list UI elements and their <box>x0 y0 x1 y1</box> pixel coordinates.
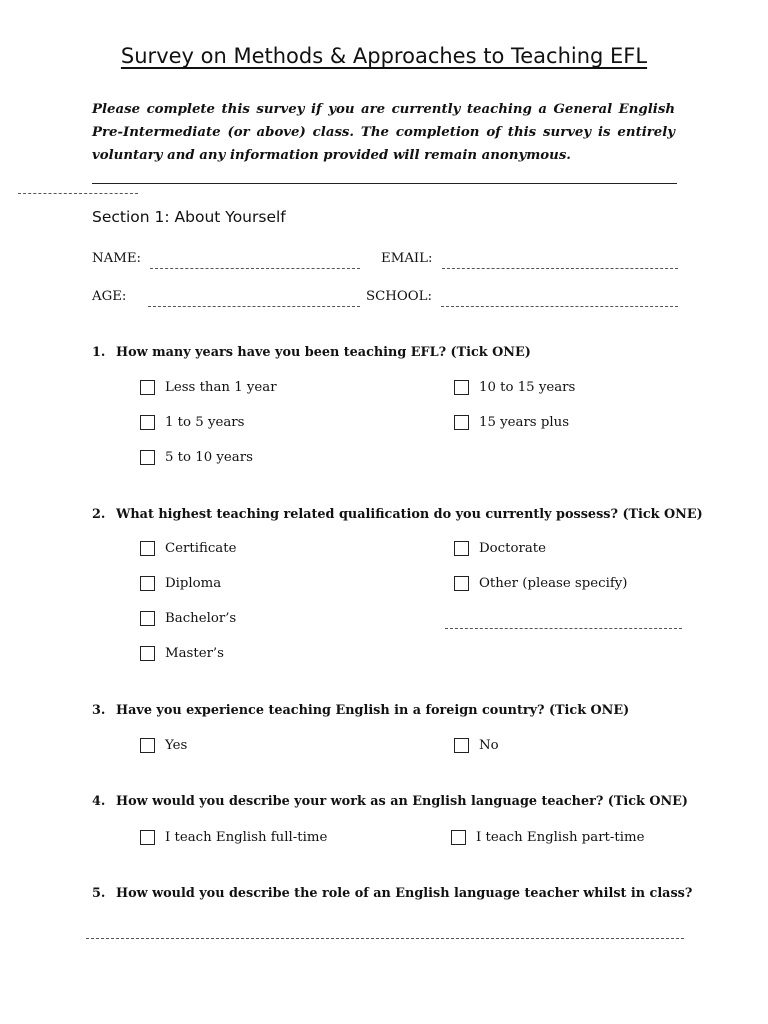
survey-title: Survey on Methods & Approaches to Teaching EFL <box>120 44 648 68</box>
option-5-to-10-years[interactable] <box>140 450 253 465</box>
question-number: 1. <box>92 345 106 360</box>
option-label: Diploma <box>165 576 222 591</box>
section-heading: Section 1: About Yourself <box>92 208 286 226</box>
email-label: EMAIL: <box>381 251 433 266</box>
option-label: 5 to 10 years <box>165 450 253 465</box>
option-label: Yes <box>165 738 188 753</box>
name-label: NAME: <box>92 251 142 266</box>
option-15-years-plus[interactable] <box>454 415 569 430</box>
question-text: Have you experience teaching English in a foreign country? (Tick ONE) <box>116 703 630 718</box>
option-label: 10 to 15 years <box>479 380 576 395</box>
checkbox[interactable] <box>140 450 155 465</box>
question-number: 3. <box>92 703 106 718</box>
question-1 <box>92 345 531 360</box>
option-label: I teach English part-time <box>476 830 645 845</box>
checkbox[interactable] <box>454 380 469 395</box>
question-text: What highest teaching related qualification do you currently possess? (Tick ONE) <box>116 507 703 522</box>
option-1-to-5-years[interactable] <box>140 415 244 430</box>
option-label: Master’s <box>165 646 224 661</box>
age-field[interactable] <box>148 306 360 307</box>
intro-text: Please complete this survey if you are currently teaching a General English Pre-Intermediate (or above) class. The completion of this survey is entirely voluntary and any information provided will remain anonymous. <box>92 102 675 163</box>
question-2 <box>92 507 703 522</box>
option-label: I teach English full-time <box>165 830 328 845</box>
option-label: Certificate <box>165 541 237 556</box>
school-label: SCHOOL: <box>366 289 432 304</box>
checkbox[interactable] <box>140 576 155 591</box>
option-label: No <box>479 738 499 753</box>
checkbox[interactable] <box>454 541 469 556</box>
margin-dash-line <box>18 193 138 194</box>
question-text: How many years have you been teaching EFL? (Tick ONE) <box>116 345 531 360</box>
option-label: Other (please specify) <box>479 576 628 591</box>
question-3 <box>92 703 629 718</box>
name-field[interactable] <box>150 268 360 269</box>
option-label: 1 to 5 years <box>165 415 245 430</box>
other-specify-field[interactable] <box>445 628 682 629</box>
option-label: Doctorate <box>479 541 546 556</box>
option-doctorate[interactable] <box>454 541 546 556</box>
checkbox[interactable] <box>140 738 155 753</box>
age-label: AGE: <box>92 289 127 304</box>
option-label: Less than 1 year <box>165 380 277 395</box>
role-answer-field[interactable] <box>86 938 684 939</box>
option-full-time[interactable] <box>140 830 327 845</box>
option-masters[interactable] <box>140 646 224 661</box>
separator-rule <box>92 183 677 184</box>
question-number: 2. <box>92 507 106 522</box>
school-field[interactable] <box>441 306 678 307</box>
checkbox[interactable] <box>140 830 155 845</box>
option-label: Bachelor’s <box>165 611 237 626</box>
option-part-time[interactable] <box>451 830 644 845</box>
question-number: 5. <box>92 886 106 901</box>
checkbox[interactable] <box>140 541 155 556</box>
option-10-to-15-years[interactable] <box>454 380 575 395</box>
option-bachelors[interactable] <box>140 611 236 626</box>
checkbox[interactable] <box>140 415 155 430</box>
checkbox[interactable] <box>140 611 155 626</box>
option-other[interactable] <box>454 576 627 591</box>
checkbox[interactable] <box>140 380 155 395</box>
option-less-than-1-year[interactable] <box>140 380 277 395</box>
checkbox[interactable] <box>454 738 469 753</box>
option-certificate[interactable] <box>140 541 236 556</box>
question-number: 4. <box>92 794 106 809</box>
checkbox[interactable] <box>454 576 469 591</box>
question-4 <box>92 794 688 809</box>
option-no[interactable] <box>454 738 499 753</box>
checkbox[interactable] <box>454 415 469 430</box>
question-text: How would you describe the role of an English language teacher whilst in class? <box>116 886 693 901</box>
email-field[interactable] <box>442 268 678 269</box>
checkbox[interactable] <box>451 830 466 845</box>
option-diploma[interactable] <box>140 576 221 591</box>
question-5 <box>92 886 692 901</box>
checkbox[interactable] <box>140 646 155 661</box>
option-label: 15 years plus <box>479 415 570 430</box>
question-text: How would you describe your work as an English language teacher? (Tick ONE) <box>116 794 688 809</box>
option-yes[interactable] <box>140 738 187 753</box>
